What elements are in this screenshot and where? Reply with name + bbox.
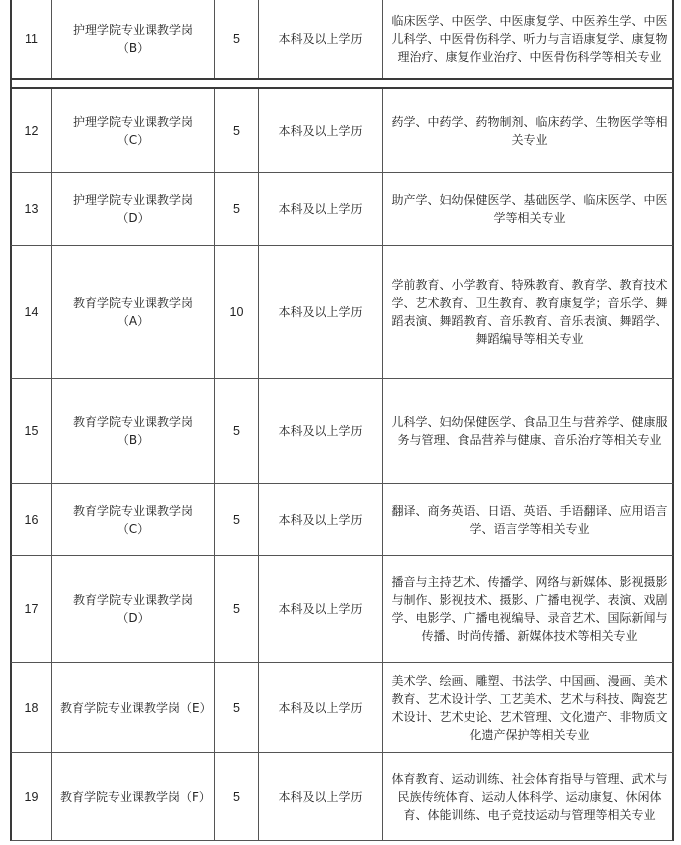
post-count: 5 — [215, 663, 259, 752]
recruitment-table — [10, 0, 674, 841]
major-requirement: 体育教育、运动训练、社会体育指导与管理、武术与民族传统体育、运动人体科学、运动康复、休闲体育、体能训练、电子竞技运动与管理等相关专业 — [391, 771, 668, 822]
row-number: 19 — [12, 753, 52, 840]
post-name: 护理学院专业课教学岗（C） — [52, 89, 215, 172]
table-row — [10, 663, 674, 753]
post-name: 教育学院专业课教学岗（C） — [52, 484, 215, 555]
post-name: 教育学院专业课教学岗（A） — [52, 246, 215, 378]
major-requirement: 美术学、绘画、雕塑、书法学、中国画、漫画、美术教育、艺术设计学、工艺美术、艺术与科技、陶瓷艺术设计、艺术史论、艺术管理、文化遗产、非物质文化遗产保护等相关专业 — [391, 673, 668, 742]
table-row — [10, 753, 674, 841]
row-number: 12 — [12, 89, 52, 172]
major-requirement: 翻译、商务英语、日语、英语、手语翻译、应用语言学、语言学等相关专业 — [391, 503, 668, 536]
row-number: 15 — [12, 379, 52, 483]
major-requirement: 学前教育、小学教育、特殊教育、教育学、教育技术学、艺术教育、卫生教育、教育康复学；音乐学、舞蹈表演、舞蹈教育、音乐教育、音乐表演、舞蹈学、舞蹈编导等相关专业 — [391, 278, 668, 346]
post-name: 教育学院专业课教学岗（E） — [52, 663, 215, 752]
post-count: 5 — [215, 484, 259, 555]
row-number: 11 — [12, 0, 52, 78]
table-row — [10, 0, 674, 80]
table-row — [10, 87, 674, 173]
row-number: 16 — [12, 484, 52, 555]
education-requirement: 本科及以上学历 — [259, 379, 383, 483]
post-name: 教育学院专业课教学岗（B） — [52, 379, 215, 483]
major-requirement: 播音与主持艺术、传播学、网络与新媒体、影视摄影与制作、影视技术、摄影、广播电视学、表演、戏剧学、电影学、广播电视编导、录音艺术、国际新闻与传播、时尚传播、新媒体技术等相关专业 — [391, 575, 668, 643]
post-name: 教育学院专业课教学岗（D） — [52, 556, 215, 662]
row-number: 14 — [12, 246, 52, 378]
post-name: 教育学院专业课教学岗（F） — [52, 753, 215, 840]
major-requirement: 药学、中药学、药物制剂、临床药学、生物医学等相关专业 — [391, 114, 668, 147]
education-requirement: 本科及以上学历 — [259, 556, 383, 662]
table-break — [10, 80, 674, 87]
education-requirement: 本科及以上学历 — [259, 753, 383, 840]
row-number: 13 — [12, 173, 52, 245]
major-requirement: 儿科学、妇幼保健医学、食品卫生与营养学、健康服务与管理、食品营养与健康、音乐治疗等相关专业 — [391, 415, 668, 447]
major-requirement: 助产学、妇幼保健医学、基础医学、临床医学、中医学等相关专业 — [391, 193, 668, 225]
post-count: 5 — [215, 556, 259, 662]
education-requirement: 本科及以上学历 — [259, 173, 383, 245]
post-count: 5 — [215, 173, 259, 245]
education-requirement: 本科及以上学历 — [259, 89, 383, 172]
table-row — [10, 379, 674, 484]
post-count: 10 — [215, 246, 259, 378]
table-row — [10, 484, 674, 556]
table-row — [10, 556, 674, 663]
post-name: 护理学院专业课教学岗（D） — [52, 173, 215, 245]
education-requirement: 本科及以上学历 — [259, 484, 383, 555]
major-requirement: 临床医学、中医学、中医康复学、中医养生学、中医儿科学、中医骨伤科学、听力与言语康复学、康复物理治疗、康复作业治疗、中医骨伤科学等相关专业 — [391, 14, 668, 64]
post-count: 5 — [215, 753, 259, 840]
post-name: 护理学院专业课教学岗（B） — [52, 0, 215, 78]
post-count: 5 — [215, 379, 259, 483]
row-number: 18 — [12, 663, 52, 752]
post-count: 5 — [215, 0, 259, 78]
post-count: 5 — [215, 89, 259, 172]
table-row — [10, 173, 674, 246]
table-row — [10, 246, 674, 379]
education-requirement: 本科及以上学历 — [259, 246, 383, 378]
education-requirement: 本科及以上学历 — [259, 0, 383, 78]
row-number: 17 — [12, 556, 52, 662]
education-requirement: 本科及以上学历 — [259, 663, 383, 752]
